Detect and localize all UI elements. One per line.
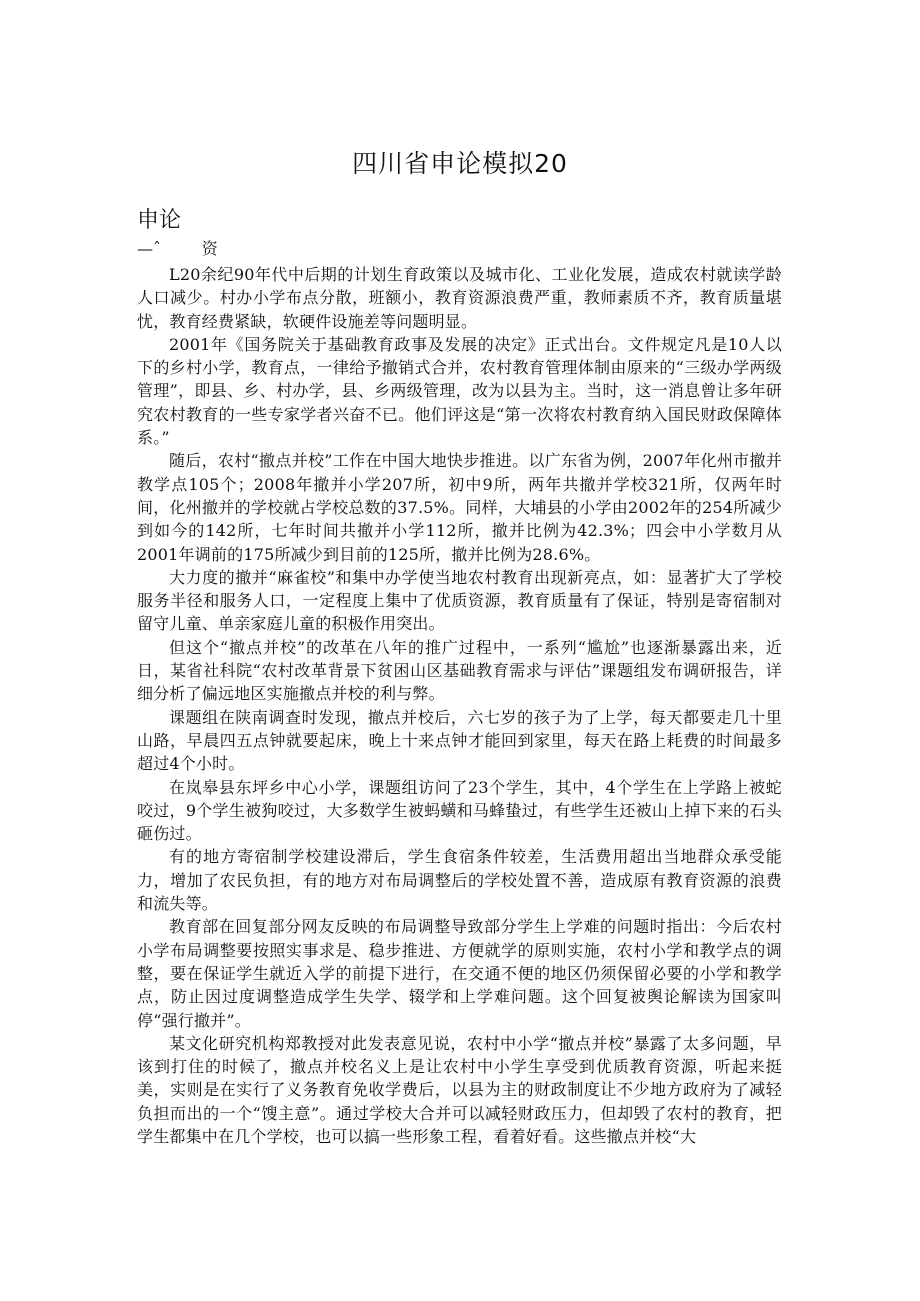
paragraph-9: 教育部在回复部分网友反映的布局调整导致部分学生上学难的问题时指出：今后农村小学布局调整要按照实事求是、稳步推进、方便就学的原则实施，农村小学和教学点的调整，要在保证学生就近入学的前提下进行，在交通不便的地区仍须保留必要的小学和教学点，防止因过度调整造成学生失学、辍学和上学难问题。这个回复被舆论解读为国家叫停“强行撤并”。 xyxy=(137,917,782,1030)
paragraph-7: 在岚皋县东坪乡中心小学，课题组访问了23个学生，其中，4个学生在上学路上被蛇咬过，9个学生被狗咬过，大多数学生被蚂蟥和马蜂蛰过，有些学生还被山上掉下来的石头砸伤过。 xyxy=(137,777,782,844)
material-sub-heading: —ˆ 资 xyxy=(137,239,218,258)
paragraph-8: 有的地方寄宿制学校建设滞后，学生食宿条件较差，生活费用超出当地群众承受能力，增加了农民负担，有的地方对布局调整后的学校处置不善，造成原有教育资源的浪费和流失等。 xyxy=(137,847,782,914)
paragraph-6: 课题组在陕南调查时发现，撤点并校后，六七岁的孩子为了上学，每天都要走几十里山路，早晨四五点钟就要起床，晚上十来点钟才能回到家里，每天在路上耗费的时间最多超过4个小时。 xyxy=(137,707,782,774)
document-title: 四川省申论模拟20 xyxy=(352,149,568,178)
paragraph-5: 但这个“撤点并校”的改革在八年的推广过程中，一系列“尴尬”也逐渐暴露出来，近日，某省社科院“农村改革背景下贫困山区基础教育需求与评估”课题组发布调研报告，详细分析了偏远地区实施撤点并校的利与弊。 xyxy=(137,637,782,704)
paragraph-1: L20余纪90年代中后期的计划生育政策以及城市化、工业化发展，造成农村就读学龄人口减少。村办小学布点分散，班额小，教育资源浪费严重，教师素质不齐，教育质量堪忧，教育经费紧缺，软硬件设施差等问题明显。 xyxy=(137,265,782,331)
paragraph-4: 大力度的撤并“麻雀校”和集中办学使当地农村教育出现新亮点，如：显著扩大了学校服务半径和服务人口，一定程度上集中了优质资源，教育质量有了保证，特别是寄宿制对留守儿童、单亲家庭儿童的积极作用突出。 xyxy=(137,567,782,634)
material-body xyxy=(137,263,782,1148)
section-heading: 申论 xyxy=(137,208,182,233)
paragraph-10: 某文化研究机构郑教授对此发表意见说，农村中小学“撤点并校”暴露了太多问题，早该到打住的时候了，撤点并校名义上是让农村中小学生享受到优质教育资源，听起来挺美，实则是在实行了义务教育免收学费后，以县为主的财政制度让不少地方政府为了减轻负担而出的一个“馊主意”。通过学校大合并可以减轻财政压力，但却毁了农村的教育，把学生都集中在几个学校，也可以搞一些形象工程，看着好看。这些撤点并校“大 xyxy=(137,1033,782,1146)
paragraph-2: 2001年《国务院关于基础教育政事及发展的决定》正式出台。文件规定凡是10人以下的乡村小学，教育点，一律给予撤销式合并，农村教育管理体制由原来的“三级办学两级管理”，即县、乡、村办学，县、乡两级管理，改为以县为主。当时，这一消息曾让多年研究农村教育的一些专家学者兴奋不已。他们评这是“第一次将农村教育纳入国民财政保障体系。” xyxy=(137,334,782,448)
paragraph-3: 随后，农村“撤点并校”工作在中国大地快步推进。以广东省为例，2007年化州市撤并教学点105个；2008年撤并小学207所，初中9所，两年共撤并学校321所，仅两年时间，化州撤并的学校就占学校总数的37.5%。同样，大埔县的小学由2002年的254所减少到如今的142所，七年时间共撤并小学112所，撤并比例为42.3%；四会中小学数月从2001年调前的175所减少到目前的125所，撤并比例为28.6%。 xyxy=(137,451,782,564)
